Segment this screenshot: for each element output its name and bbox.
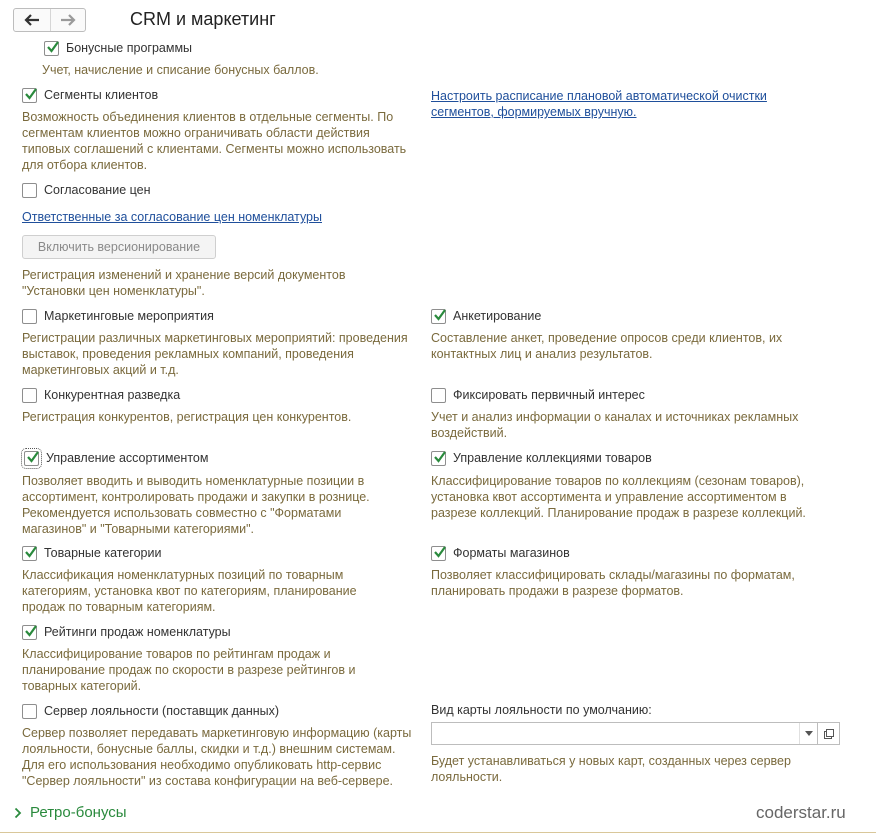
surveys-checkbox[interactable]	[431, 309, 446, 324]
check-icon	[24, 87, 38, 101]
marketing-events-label: Маркетинговые мероприятия	[44, 309, 214, 323]
check-icon	[433, 450, 447, 464]
loyalty-server-option[interactable]	[22, 702, 279, 720]
retro-bonus-label: Ретро-бонусы	[30, 804, 127, 821]
watermark: coderstar.ru	[756, 803, 846, 822]
surveys-label: Анкетирование	[453, 309, 542, 323]
client-segments-checkbox[interactable]	[22, 88, 37, 103]
collections-desc: Классифицирование товаров по коллекциям (сезонам товаров), установка квот ассортимента и управление ассортиментом в разрезе коллекций. Планирование продаж в разрезе коллекций.	[431, 474, 806, 520]
product-categories-desc: Классификация номенклатурных позиций по товарным категориям, установка квот по категориям, планирование продаж по товарным категориям.	[22, 568, 357, 614]
bonus-programs-label: Бонусные программы	[66, 41, 193, 55]
bonus-programs-option[interactable]	[44, 39, 192, 57]
loyalty-card-type-desc: Будет устанавливаться у новых карт, созданных через сервер лояльности.	[431, 754, 791, 784]
assortment-checkbox[interactable]	[24, 451, 39, 466]
arrow-right-icon	[60, 14, 76, 26]
check-icon	[433, 308, 447, 322]
assortment-option[interactable]	[24, 449, 208, 467]
loyalty-card-type-label: Вид карты лояльности по умолчанию:	[431, 703, 652, 717]
check-icon	[26, 450, 40, 464]
competitive-intel-label: Конкурентная разведка	[44, 388, 181, 402]
product-categories-label: Товарные категории	[44, 546, 162, 560]
collections-option[interactable]	[431, 449, 652, 467]
open-window-icon	[823, 728, 835, 740]
bottom-divider	[0, 832, 876, 833]
surveys-desc: Составление анкет, проведение опросов среди клиентов, их контактных лиц и анализ результатов.	[431, 331, 783, 361]
collections-label: Управление коллекциями товаров	[453, 451, 652, 465]
retro-bonus-section-toggle[interactable]	[14, 804, 127, 821]
price-approval-option[interactable]	[22, 181, 151, 199]
price-approval-label: Согласование цен	[44, 183, 151, 197]
competitive-intel-desc: Регистрация конкурентов, регистрация цен конкурентов.	[22, 410, 352, 424]
client-segments-desc: Возможность объединения клиентов в отдельные сегменты. По сегментам клиентов можно ограничивать области действия типовых соглашений с клиентами. Сегменты можно использовать для отбора клиентов.	[22, 110, 407, 172]
client-segments-option[interactable]	[22, 86, 158, 104]
sales-ratings-desc: Классифицирование товаров по рейтингам продаж и планирование продаж по скорости в разрезе рейтингов и товарных категорий.	[22, 647, 356, 693]
competitive-intel-option[interactable]	[22, 386, 180, 404]
price-approval-checkbox[interactable]	[22, 183, 37, 198]
primary-interest-label: Фиксировать первичный интерес	[453, 388, 645, 402]
arrow-left-icon	[24, 14, 40, 26]
chevron-right-icon	[14, 807, 22, 819]
page-title: CRM и маркетинг	[130, 9, 276, 29]
surveys-option[interactable]	[431, 307, 541, 325]
dropdown-arrow-button[interactable]	[799, 723, 817, 744]
navigation-buttons	[13, 8, 86, 32]
check-icon	[24, 624, 38, 638]
sales-ratings-label: Рейтинги продаж номенклатуры	[44, 625, 231, 639]
segments-cleanup-schedule-link[interactable]: Настроить расписание плановой автоматической очистки сегментов, формируемых вручную.	[431, 89, 767, 119]
collections-checkbox[interactable]	[431, 451, 446, 466]
forward-button[interactable]	[50, 9, 86, 31]
open-item-button[interactable]	[818, 722, 840, 745]
enable-versioning-button[interactable]: Включить версионирование	[22, 235, 216, 259]
assortment-label: Управление ассортиментом	[46, 451, 209, 465]
sales-ratings-checkbox[interactable]	[22, 625, 37, 640]
primary-interest-checkbox[interactable]	[431, 388, 446, 403]
price-approval-desc: Регистрация изменений и хранение версий документов "Установки цен номенклатуры".	[22, 268, 346, 298]
marketing-events-desc: Регистрации различных маркетинговых мероприятий: проведения выставок, проведения рекламных компаний, проведения маркетинговых акций и т.д.	[22, 331, 408, 377]
competitive-intel-checkbox[interactable]	[22, 388, 37, 403]
marketing-events-option[interactable]	[22, 307, 214, 325]
price-approval-responsibles-link[interactable]: Ответственные за согласование цен номенклатуры	[22, 210, 322, 224]
back-button[interactable]	[14, 9, 50, 31]
check-icon	[46, 40, 60, 54]
primary-interest-option[interactable]	[431, 386, 645, 404]
product-categories-option[interactable]	[22, 544, 161, 562]
store-formats-option[interactable]	[431, 544, 570, 562]
bonus-programs-desc: Учет, начисление и списание бонусных баллов.	[42, 63, 319, 77]
bonus-programs-checkbox[interactable]	[44, 41, 59, 56]
sales-ratings-option[interactable]	[22, 623, 231, 641]
store-formats-desc: Позволяет классифицировать склады/магазины по форматам, планировать продажи в разрезе форматов.	[431, 568, 795, 598]
marketing-events-checkbox[interactable]	[22, 309, 37, 324]
loyalty-server-desc: Сервер позволяет передавать маркетинговую информацию (карты лояльности, бонусные баллы, скидки и т.д.) внешним системам. Для его использования необходимо опубликовать http-сервис "Сервер лояльности" из состава конфигурации на веб-сервере.	[22, 726, 412, 788]
store-formats-label: Форматы магазинов	[453, 546, 570, 560]
assortment-desc: Позволяет вводить и выводить номенклатурные позиции в ассортимент, контролировать продажи и закупки в рознице. Рекомендуется использовать совместно с "Форматами магазинов" и "Товарными категориями".	[22, 474, 370, 536]
loyalty-server-label: Сервер лояльности (поставщик данных)	[44, 704, 280, 718]
product-categories-checkbox[interactable]	[22, 546, 37, 561]
loyalty-server-checkbox[interactable]	[22, 704, 37, 719]
chevron-down-icon	[805, 731, 813, 736]
loyalty-card-type-select[interactable]	[431, 722, 818, 745]
client-segments-label: Сегменты клиентов	[44, 88, 159, 102]
check-icon	[433, 545, 447, 559]
primary-interest-desc: Учет и анализ информации о каналах и источниках рекламных воздействий.	[431, 410, 799, 440]
check-icon	[24, 545, 38, 559]
store-formats-checkbox[interactable]	[431, 546, 446, 561]
